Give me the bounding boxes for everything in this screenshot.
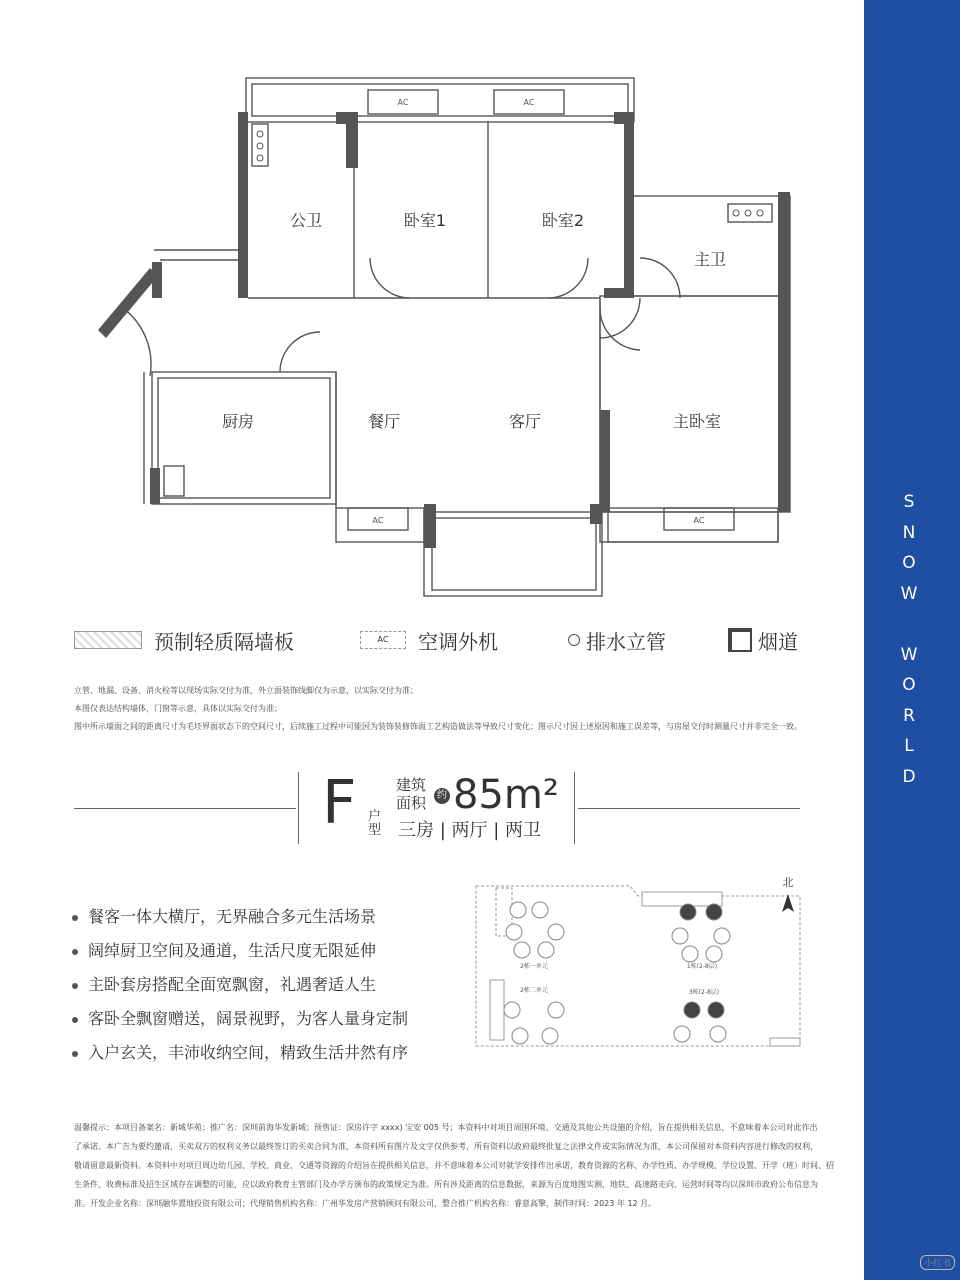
ac-label: AC: [397, 98, 409, 107]
brand-letter: W: [900, 644, 918, 665]
building-label: 2栋二单元: [520, 987, 548, 994]
brand-letter: O: [902, 675, 916, 695]
note-line: 图中所示墙面之间的距离尺寸为毛坯界面状态下的空间尺寸，后续施工过程中可能因为装饰装修饰面工艺构造做法等导致尺寸变化；图示尺寸因上述原因和施工误差等，与房屋交付时测量尺寸并非完全一致。: [74, 722, 802, 731]
legend-flue: [728, 626, 798, 654]
feature-bullet: [72, 1040, 408, 1063]
fine-print: [74, 1118, 834, 1213]
ac-label: AC: [372, 516, 384, 525]
legend-drain: [568, 626, 666, 654]
building-label: 3栋(2-8层): [688, 989, 720, 996]
room-kitchen: 厨房: [221, 412, 255, 431]
room-bedroom1: 卧室1: [403, 211, 447, 230]
legend-flue-label: 烟道: [758, 629, 798, 654]
area-label: 建筑面积: [396, 776, 427, 812]
room-dining: 餐厅: [367, 412, 401, 431]
ac-label: AC: [523, 98, 535, 107]
note-line: 本图仅表达结构墙体，门窗等示意，具体以实际交付为准；: [74, 704, 282, 713]
unit-letter: F: [322, 768, 357, 838]
ac-label: AC: [693, 516, 705, 525]
legend-ac-label: 空调外机: [418, 629, 498, 654]
bullet-dot-icon: [72, 915, 78, 921]
north-label: 北: [782, 876, 794, 889]
room-master-bath: 主卫: [693, 250, 727, 269]
feature-bullet: [72, 1006, 408, 1029]
site-plan: [470, 870, 810, 1060]
feature-bullet: [72, 938, 376, 961]
bullet-text: 入户玄关，丰沛收纳空间，精致生活井然有序: [88, 1043, 409, 1062]
brand-letter: R: [903, 705, 915, 726]
floor-plan: [0, 0, 960, 620]
unit-type-label: 户型: [368, 809, 382, 838]
ac-unit-icon: AC: [360, 631, 406, 649]
legend-partition-label: 预制轻质隔墙板: [154, 629, 294, 654]
divider-bar: [298, 772, 299, 844]
fine-line: 敬请留意最新资料。本资料中对项目周边幼儿园、学校、商业、交通等资源的介绍旨在提供相关信息，并不意味着本公司对就学安排作出承诺，教育资源的名称、办学性质、办学规模、学位设置、开学（班）时间、招: [74, 1161, 834, 1170]
watermark: 小红书: [920, 1255, 955, 1270]
room-living: 客厅: [508, 412, 542, 431]
legend-drain-label: 排水立管: [586, 629, 666, 654]
brand-letter: O: [902, 553, 916, 573]
plan-notes: [74, 682, 814, 736]
bullet-text: 客卧全飘窗赠送，阔景视野，为客人量身定制: [88, 1009, 409, 1028]
building-label: 1栋(2-8层): [686, 963, 718, 970]
bullet-text: 阔绰厨卫空间及通道，生活尺度无限延伸: [88, 941, 377, 960]
bullet-text: 主卧套房搭配全面宽飘窗，礼遇奢适人生: [88, 975, 377, 994]
legend-ac: [360, 626, 498, 654]
north-arrow-icon: [782, 894, 794, 912]
divider-left: [74, 808, 296, 809]
room-master-bedroom: 主卧室: [672, 412, 722, 431]
room-public-bath: 公卫: [289, 211, 323, 230]
fine-line: 准。开发企业名称：深圳融华置地投资有限公司；代理销售机构名称：广州华发房产营销顾问有限公司，整合推广机构名称：睿意高擎，制作时间：2023 年 12 月。: [74, 1199, 657, 1208]
building-label: 2栋一单元: [520, 963, 548, 970]
partition-swatch-icon: [74, 631, 142, 649]
feature-bullet: [72, 904, 376, 927]
drain-pipe-icon: [568, 634, 580, 646]
bullet-dot-icon: [72, 949, 78, 955]
divider-right: [578, 808, 800, 809]
flue-icon: [728, 628, 752, 652]
bullet-text: 餐客一体大横厅，无界融合多元生活场景: [88, 907, 377, 926]
legend-partition: [74, 626, 294, 654]
brand-letter: L: [904, 736, 914, 756]
bullet-dot-icon: [72, 1051, 78, 1057]
approx-badge: 约: [434, 788, 450, 804]
note-line: 立管、地漏、设备、消火栓等以现场实际交付为准，外立面装饰线脚仅为示意，以实际交付为准；: [74, 686, 418, 695]
room-bedroom2: 卧室2: [541, 211, 585, 230]
fine-line: 了承诺。本广告为要约邀请，买卖双方的权利义务以最终签订的买卖合同为准，本资料所有图片及文字仅供参考，所有资料以政府最终批复之法律文件或实际情况为准，本公司保留对本资料内容进行修改的权利，: [74, 1142, 818, 1151]
feature-bullet: [72, 972, 376, 995]
unit-layout: 三房 | 两厅 | 两卫: [398, 820, 542, 841]
brand-letter: S: [903, 492, 915, 512]
bullet-dot-icon: [72, 983, 78, 989]
brand-letter: D: [902, 766, 916, 787]
fine-line: 温馨提示：本项目备案名：新城华苑；推广名：深圳前海华发新城；预售证：深房许字 xxxx) 宝安 005 号；本资料中对项目周围环境、交通及其他公共设施的介绍，旨在提供相关信息，不意味着本公司对此作出: [74, 1123, 818, 1132]
brand-letter: N: [902, 522, 916, 543]
bullet-dot-icon: [72, 1017, 78, 1023]
unit-area: 85m²: [453, 772, 559, 818]
fine-line: 生条件、收费标准及招生区域存在调整的可能，应以政府教育主管部门及办学方颁布的政策规定为准。所有涉及距离的信息数据，来源为百度地图实测，地铁、高速路走向、运营时间等均以深圳市政府公布信息为: [74, 1180, 818, 1189]
brand-letter: W: [900, 583, 918, 604]
divider-bar: [574, 772, 575, 844]
